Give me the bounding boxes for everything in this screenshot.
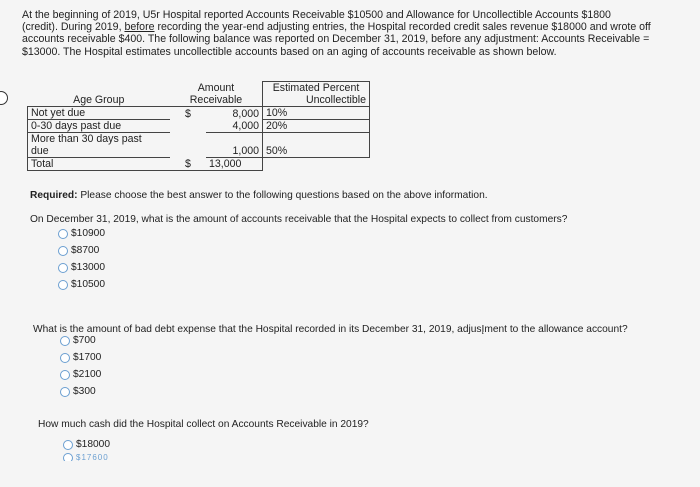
q3-option-1[interactable] [63, 439, 110, 450]
table-header-row-1 [28, 82, 370, 95]
radio-button[interactable] [58, 246, 68, 256]
q2-option-2[interactable] [60, 352, 101, 363]
q2-option-4[interactable] [60, 386, 96, 397]
q1-option-2[interactable] [58, 245, 99, 256]
intro-underline-before: before [124, 21, 155, 34]
problem-statement [22, 9, 682, 58]
option-label: $8700 [71, 245, 100, 256]
radio-button[interactable] [63, 453, 73, 461]
q3-option-2-cut[interactable] [63, 453, 109, 461]
row-amount: 1,000 [206, 133, 263, 158]
row-group: 0-30 days past due [28, 120, 171, 133]
row-amount: 8,000 [206, 107, 263, 120]
option-label: $1700 [73, 352, 102, 363]
q1-option-4[interactable] [58, 279, 105, 290]
header-amount-1: Amount [197, 82, 235, 94]
table-row [28, 133, 370, 158]
intro-line-2a: (credit). During 2019, [22, 21, 125, 34]
currency-sign: $ [170, 158, 206, 171]
radio-button[interactable] [58, 263, 68, 273]
radio-button[interactable] [60, 336, 70, 346]
header-amount-2: Receivable [189, 94, 243, 106]
required-instructions [30, 190, 488, 201]
intro-line-1: At the beginning of 2019, U5r Hospital reported Accounts Receivable $10500 and Allowance for Uncollectible Accounts $1800 [22, 9, 611, 21]
option-label: $700 [73, 335, 96, 346]
row-group-line-1: More than 30 days past [31, 133, 142, 145]
required-text: Please choose the best answer to the following questions based on the above information. [77, 190, 488, 201]
option-label: $10900 [71, 228, 105, 239]
q2-option-1[interactable] [60, 335, 96, 346]
radio-button[interactable] [60, 353, 70, 363]
radio-button[interactable] [60, 387, 70, 397]
header-age-group: Age Group [73, 94, 125, 106]
option-label: $300 [73, 386, 96, 397]
radio-button[interactable] [58, 229, 68, 239]
radio-button[interactable] [58, 280, 68, 290]
option-label: $13000 [71, 262, 105, 273]
option-label: $2100 [73, 369, 102, 380]
required-label: Required: [30, 190, 78, 201]
q1-option-1[interactable] [58, 228, 105, 239]
row-pct: 20% [263, 120, 370, 133]
intro-line-2 [22, 21, 682, 33]
total-amount: 13,000 [206, 158, 263, 171]
table-total-row [28, 158, 370, 171]
option-label: $18000 [76, 439, 110, 450]
question-1-text: On December 31, 2019, what is the amount of accounts receivable that the Hospital expects to collect from customers? [30, 214, 568, 225]
header-pct-2: Uncollectible [263, 94, 370, 107]
row-pct: 10% [263, 107, 370, 120]
intro-line-2b: recording the year-end adjusting entries, the Hospital recorded credit sales revenue $18000 and wrote off [154, 21, 651, 34]
table-row [28, 107, 370, 120]
radio-button[interactable] [63, 440, 73, 450]
row-group: Not yet due [28, 107, 171, 120]
question-3-text: How much cash did the Hospital collect on Accounts Receivable in 2019? [38, 419, 369, 430]
row-pct: 50% [263, 133, 370, 158]
header-pct-1: Estimated Percent [263, 82, 370, 95]
row-amount: 4,000 [206, 120, 263, 133]
table-row [28, 120, 370, 133]
row-group [28, 133, 171, 158]
row-group-line-2: due [31, 145, 49, 157]
question-2-text: What is the amount of bad debt expense that the Hospital recorded in its December 31, 2019, adjusĮment to the allowance account? [33, 324, 628, 335]
intro-line-4: $13000. The Hospital estimates uncollectible accounts based on an aging of accounts receivable as shown below. [22, 45, 557, 58]
intro-line-3: accounts receivable $400. The following balance was reported on December 31, 2019, before any adjustment: Accounts Receivable = [22, 33, 650, 46]
radio-button[interactable] [60, 370, 70, 380]
total-label: Total [28, 158, 171, 171]
table-header-row-2 [28, 94, 370, 107]
option-label: $10500 [71, 279, 105, 290]
q1-option-3[interactable] [58, 262, 105, 273]
currency-sign: $ [170, 107, 206, 120]
left-edge-radio [0, 91, 8, 105]
aging-table [27, 81, 370, 171]
q2-option-3[interactable] [60, 369, 101, 380]
option-label-cut: $17600 [76, 453, 109, 461]
